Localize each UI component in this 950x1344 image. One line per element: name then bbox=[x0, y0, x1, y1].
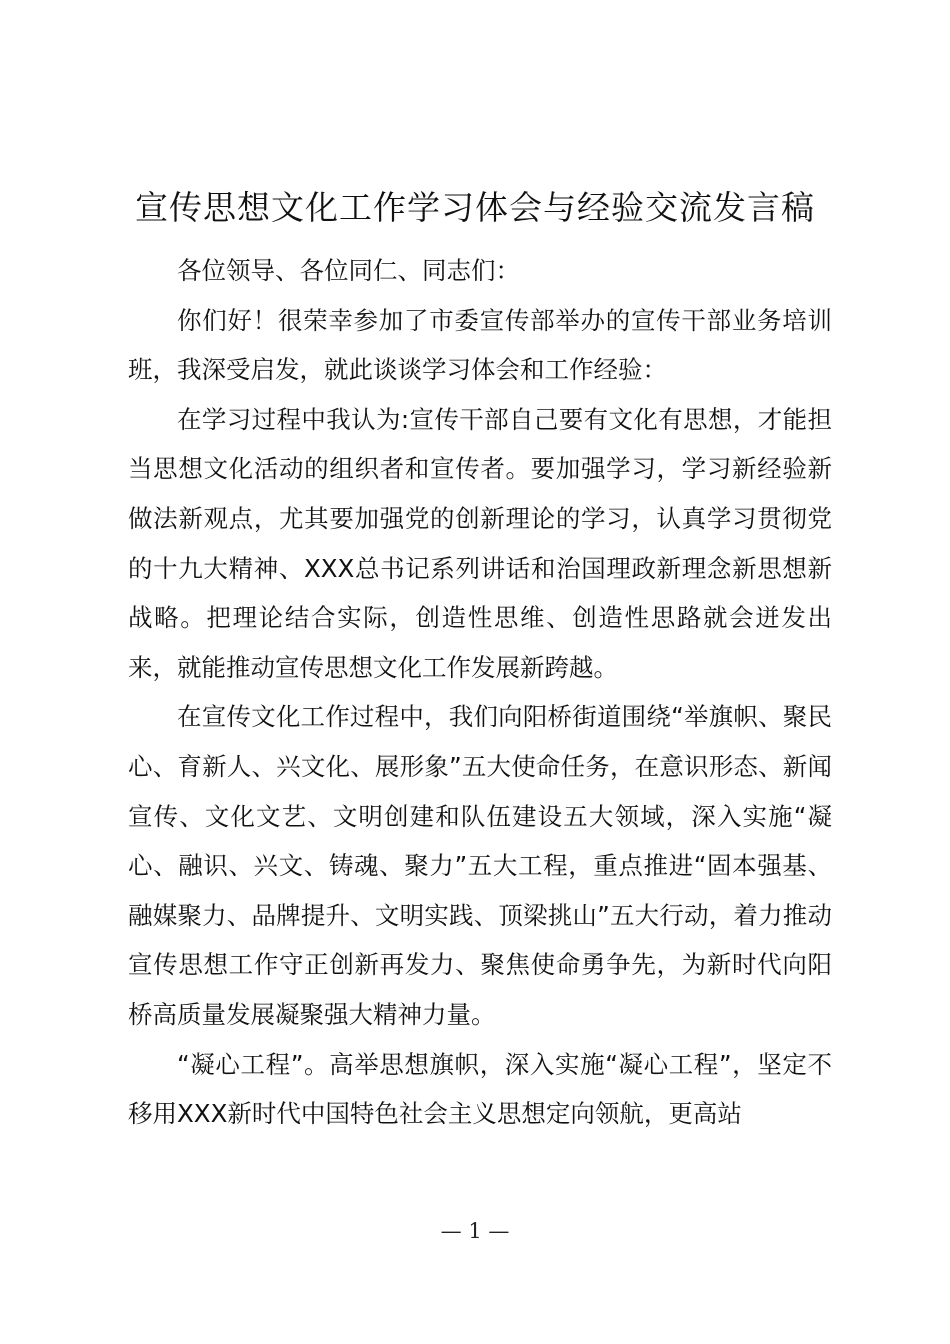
document-body bbox=[128, 246, 832, 1139]
greeting-paragraph: 你们好！很荣幸参加了市委宣传部举办的宣传干部业务培训班，我深受启发，就此谈谈学习体会和工作经验： bbox=[128, 305, 832, 385]
document-title: 宣传思想文化工作学习体会与经验交流发言稿 bbox=[135, 188, 815, 227]
page-number: — 1 — bbox=[440, 1219, 510, 1243]
salutation-paragraph: 各位领导、各位同仁、同志们： bbox=[177, 256, 520, 285]
cohesion-project-paragraph: “凝心工程”。高举思想旗帜，深入实施“凝心工程”，坚定不移用XXX新时代中国特色社会主义思想定向领航，更高站 bbox=[128, 1049, 832, 1129]
work-overview-paragraph: 在宣传文化工作过程中，我们向阳桥街道围绕“举旗帜、聚民心、育新人、兴文化、展形象”五大使命任务，在意识形态、新闻宣传、文化文艺、文明创建和队伍建设五大领域，深入实施“凝心、融识、兴文、铸魂、聚力”五大工程，重点推进“固本强基、融媒聚力、品牌提升、文明实践、顶梁挑山”五大行动，着力推动宣传思想工作守正创新再发力、聚焦使命勇争先，为新时代向阳桥高质量发展凝聚强大精神力量。 bbox=[128, 702, 832, 1029]
study-insight-paragraph: 在学习过程中我认为:宣传干部自己要有文化有思想，才能担当思想文化活动的组织者和宣传者。要加强学习，学习新经验新做法新观点，尤其要加强党的创新理论的学习，认真学习贯彻党的十九大精神、XXX总书记系列讲话和治国理政新理念新思想新战略。把理论结合实际，创造性思维、创造性思路就会迸发出来，就能推动宣传思想文化工作发展新跨越。 bbox=[128, 404, 832, 682]
